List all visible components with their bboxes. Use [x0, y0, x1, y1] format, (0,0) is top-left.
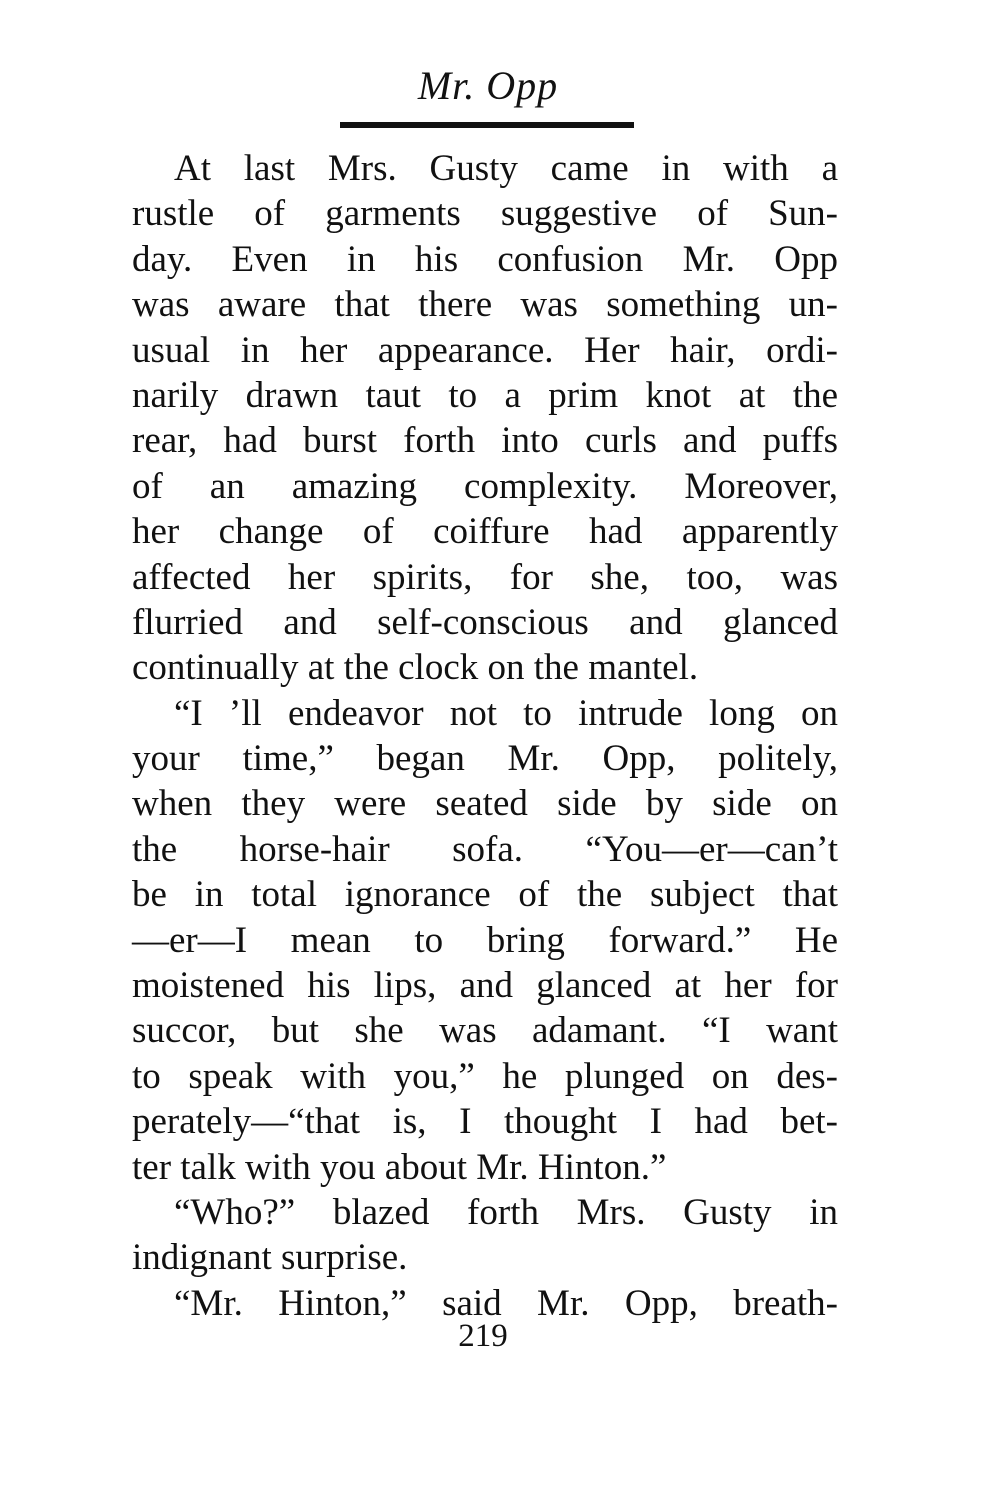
text-line: was aware that there was something un- [132, 284, 838, 326]
text-line: “I ’ll endeavor not to intrude long on [174, 692, 838, 734]
header-rule [340, 122, 634, 128]
text-line: usual in her appearance. Her hair, ordi- [132, 329, 838, 371]
text-line: ter talk with you about Mr. Hinton.” [132, 1146, 667, 1188]
text-line: rustle of garments suggestive of Sun- [132, 193, 838, 235]
text-line: be in total ignorance of the subject that [132, 874, 838, 916]
text-line: day. Even in his confusion Mr. Opp [132, 238, 838, 280]
text-line: flurried and self-conscious and glanced [132, 601, 838, 643]
text-line: —er—I mean to bring forward.” He [132, 919, 838, 961]
text-line: of an amazing complexity. Moreover, [132, 465, 838, 507]
text-line: affected her spirits, for she, too, was [132, 556, 838, 598]
text-line: rear, had burst forth into curls and puffs [132, 420, 838, 462]
text-line: continually at the clock on the mantel. [132, 647, 699, 689]
running-head: Mr. Opp [417, 63, 559, 108]
text-line: indignant surprise. [132, 1237, 408, 1279]
text-line: the horse-hair sofa. “You—er—can’t [132, 828, 838, 870]
body-text [132, 146, 838, 1326]
text-line: At last Mrs. Gusty came in with a [174, 148, 838, 189]
text-line: “Mr. Hinton,” said Mr. Opp, breath- [174, 1282, 838, 1324]
page-number: 219 [458, 1318, 508, 1354]
text-line: narily drawn taut to a prim knot at the [132, 374, 838, 416]
text-line: when they were seated side by side on [132, 783, 838, 825]
text-line: to speak with you,” he plunged on des- [132, 1055, 838, 1097]
text-line: moistened his lips, and glanced at her for [132, 965, 838, 1007]
text-line: your time,” began Mr. Opp, politely, [132, 738, 838, 780]
text-line: succor, but she was adamant. “I want [132, 1010, 838, 1052]
text-line: her change of coiffure had apparently [132, 511, 838, 553]
text-line: “Who?” blazed forth Mrs. Gusty in [174, 1191, 838, 1233]
text-line: perately—“that is, I thought I had bet- [132, 1101, 838, 1143]
